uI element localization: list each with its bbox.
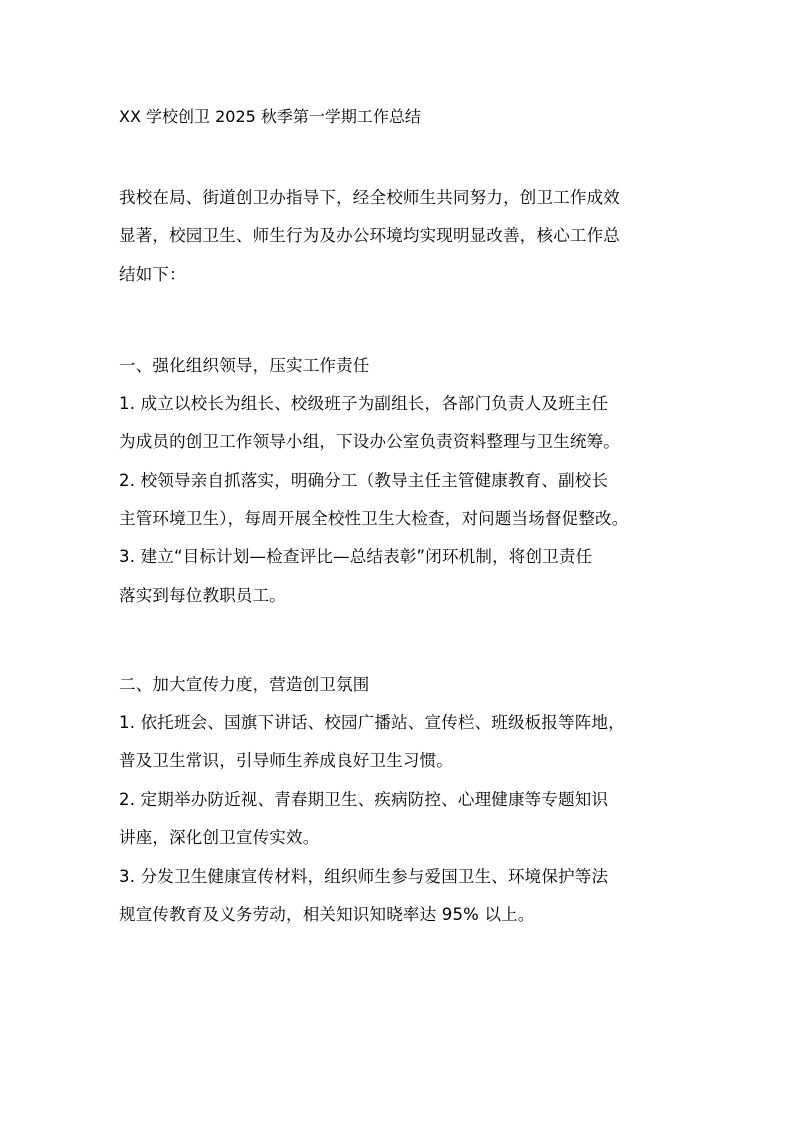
section-1-line: 主管环境卫生），每周开展全校性卫生大检查，对问题当场督促整改。 [119,509,629,528]
section-2-line: 讲座，深化创卫宣传实效。 [119,828,320,847]
section-2-line: 3. 分发卫生健康宣传材料，组织师生参与爱国卫生、环境保护等法 [119,867,609,886]
section-2-line: 1. 依托班会、国旗下讲话、校园广播站、宣传栏、班级板报等阵地， [119,713,625,732]
section-1-line: 3. 建立“目标计划—检查评比—总结表彰”闭环机制，将创卫责任 [119,547,593,566]
section-1-line: 为成员的创卫工作领导小组，下设办公室负责资料整理与卫生统筹。 [119,432,620,451]
section-1-line: 落实到每位教职员工。 [119,586,286,605]
document-title: XX 学校创卫 2025 秋季第一学期工作总结 [119,107,421,126]
section-2-line: 普及卫生常识，引导师生养成良好卫生习惯。 [119,751,453,770]
section-2-line: 2. 定期举办防近视、青春期卫生、疾病防控、心理健康等专题知识 [119,790,609,809]
intro-line: 结如下： [119,265,186,284]
intro-line: 显著，校园卫生、师生行为及办公环境均实现明显改善，核心工作总 [119,226,620,245]
section-2-line: 规宣传教育及义务劳动，相关知识知晓率达 95% 以上。 [119,905,535,924]
section-heading-2: 二、加大宣传力度，营造创卫氛围 [119,675,370,694]
section-1-line: 2. 校领导亲自抓落实，明确分工（教导主任主管健康教育、副校长 [119,471,609,490]
section-1-line: 1. 成立以校长为组长、校级班子为副组长，各部门负责人及班主任 [119,394,609,413]
section-heading-1: 一、强化组织领导，压实工作责任 [119,356,370,375]
intro-line: 我校在局、街道创卫办指导下，经全校师生共同努力，创卫工作成效 [119,188,620,207]
